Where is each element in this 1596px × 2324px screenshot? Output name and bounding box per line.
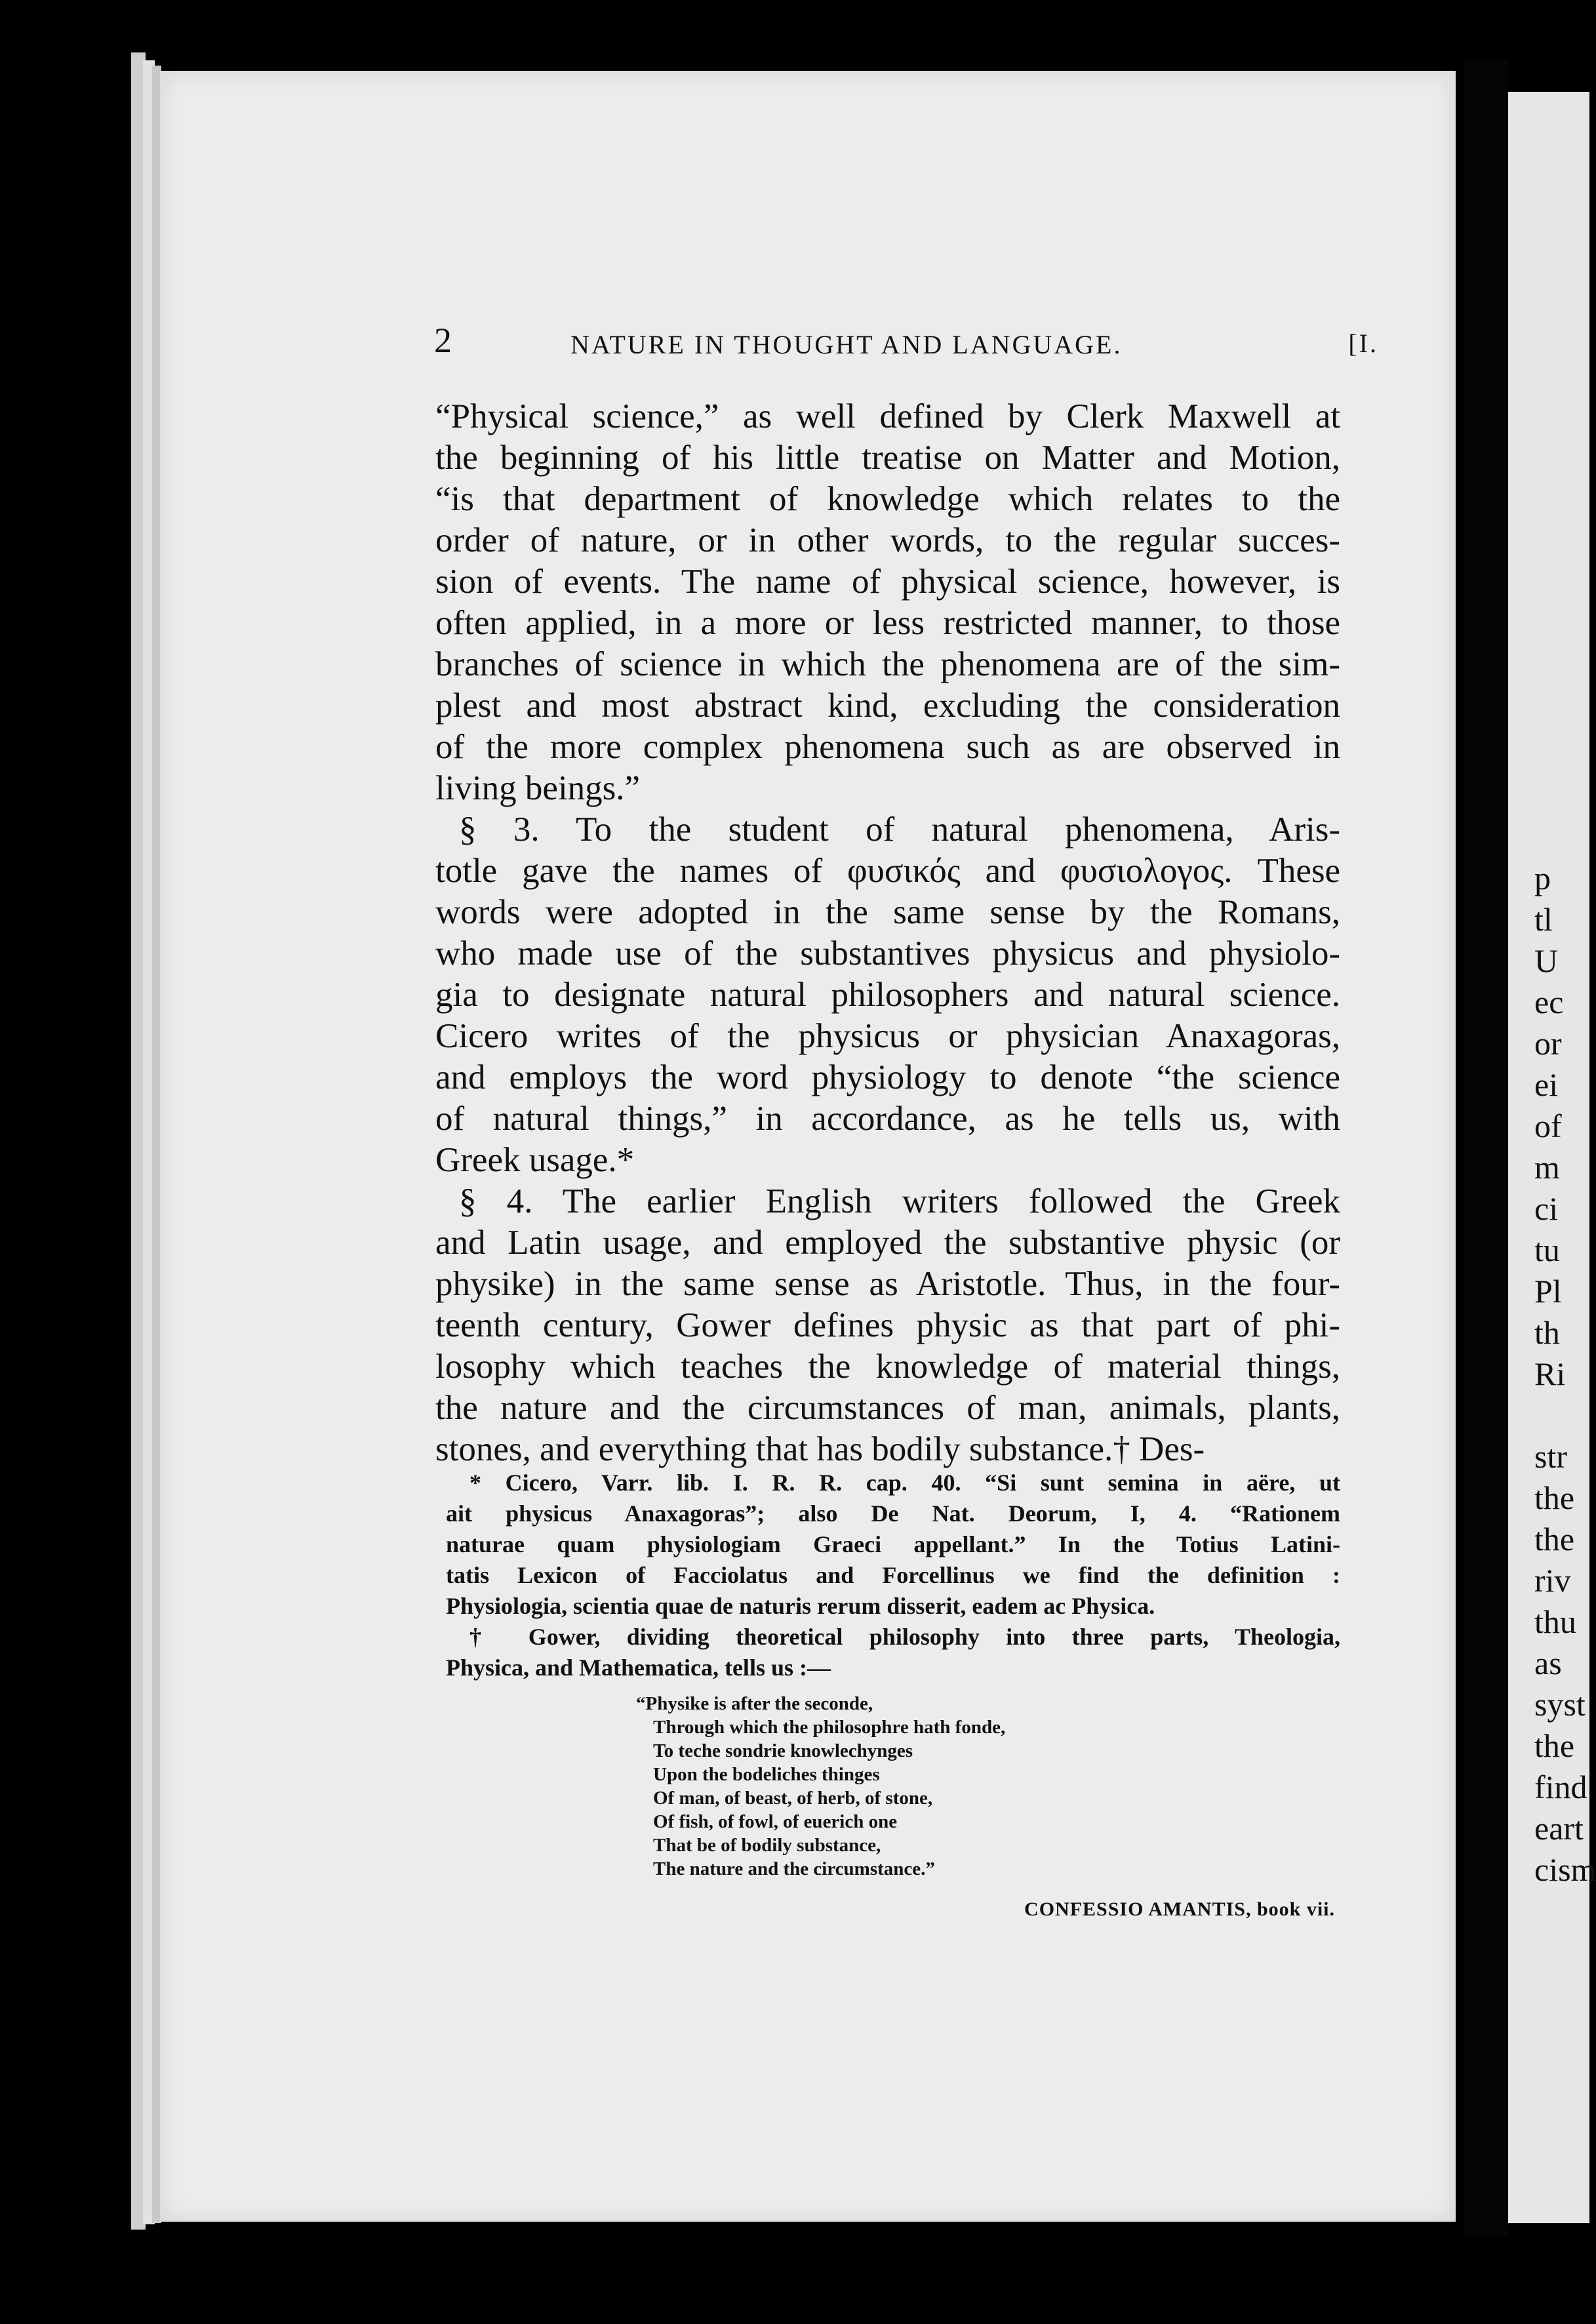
text-line: often applied, in a more or less restricted manner, to those [435,604,1340,642]
text-line: stones, and everything that has bodily substance.† Des- [435,1430,1205,1468]
text-line: “Physical science,” as well defined by Clerk Maxwell at [435,397,1340,435]
text-line: physike) in the same sense as Aristotle. Thus, in the four- [435,1265,1340,1303]
text-line: gia to designate natural philosophers and natural science. [435,976,1340,1014]
footnote-line: * Cicero, Varr. lib. I. R. R. cap. 40. “Si sunt semina in aëre, ut [469,1470,1340,1496]
verse-line: Of fish, of fowl, of euerich one [653,1811,898,1832]
adjacent-text-fragment: find [1534,1769,1587,1805]
text-line: of natural things,” in accordance, as he tells us, with [435,1100,1340,1138]
text-line: the nature and the circumstances of man, animals, plants, [435,1389,1340,1427]
footnotes [446,1468,1340,1683]
quoted-verse [636,1692,1243,1881]
text-line: and Latin usage, and employed the substantive physic (or [435,1224,1340,1262]
text-line: of the more complex phenomena such as are observed in [435,728,1340,766]
adjacent-text-fragment: p [1534,860,1551,896]
page-number: 2 [434,321,452,360]
footnote-line: Physiologia, scientia quae de naturis rerum disserit, eadem ac Physica. [446,1593,1155,1619]
text-line: living beings.” [435,769,641,807]
adjacent-text-fragment: riv [1534,1562,1571,1599]
running-header [434,320,1378,372]
adjacent-text-fragment: U [1534,942,1559,979]
footnote-line: Physica, and Mathematica, tells us :— [446,1654,831,1681]
text-line: who made use of the substantives physicus and physiolo- [435,934,1340,972]
text-line: “is that department of knowledge which relates to the [435,480,1340,518]
adjacent-text-fragment: eart [1534,1810,1584,1847]
adjacent-text-fragment: Pl [1534,1273,1562,1310]
adjacent-text-fragment: str [1534,1438,1567,1475]
text-line: order of nature, or in other words, to the regular succes- [435,521,1340,559]
adjacent-text-fragment: syst [1534,1686,1586,1723]
text-line: and employs the word physiology to denote “the science [435,1058,1340,1096]
adjacent-text-fragment: thu [1534,1603,1576,1640]
footnote-line: † Gower, dividing theoretical philosophy into three parts, Theologia, [469,1624,1340,1650]
footnote-line: tatis Lexicon of Facciolatus and Forcellinus we find the definition : [446,1562,1340,1588]
adjacent-text-fragment: the [1534,1479,1575,1516]
footnote-line: naturae quam physiologiam Graeci appellant.” In the Totius Latini- [446,1531,1340,1557]
adjacent-text-fragment: or [1534,1025,1562,1062]
adjacent-text-fragment: ci [1534,1190,1559,1227]
verse-line: That be of bodily substance, [653,1835,881,1856]
main-text [435,396,1340,1470]
adjacent-text-fragment: tu [1534,1232,1560,1268]
verse-line: Upon the bodeliches thinges [653,1764,880,1785]
adjacent-text-fragment: the [1534,1521,1575,1557]
text-line: the beginning of his little treatise on Matter and Motion, [435,439,1340,477]
verse-line: Of man, of beast, of herb, of stone, [653,1788,933,1809]
verse-line: To teche sondrie knowlechynges [653,1740,913,1761]
adjacent-text-fragment: tl [1534,901,1553,938]
text-line: plest and most abstract kind, excluding the consideration [435,687,1340,725]
adjacent-text-fragment: ei [1534,1066,1559,1103]
text-line: totle gave the names of φυσικός and φυσιολογος. These [435,852,1340,890]
text-line: § 3. To the student of natural phenomena, Aris- [459,811,1340,849]
verse-line: Through which the philosophre hath fonde, [653,1717,1006,1738]
adjacent-text-fragment: ec [1534,984,1564,1020]
text-line: words were adopted in the same sense by the Romans, [435,893,1340,931]
adjacent-text-fragment: of [1534,1108,1562,1144]
footnote-line: ait physicus Anaxagoras”; also De Nat. Deorum, I, 4. “Rationem [446,1500,1340,1527]
text-line: sion of events. The name of physical science, however, is [435,563,1340,601]
adjacent-text-fragment: m [1534,1149,1560,1186]
text-line: teenth century, Gower defines physic as that part of phi- [435,1306,1340,1344]
verse-line: The nature and the circumstance.” [653,1858,935,1879]
adjacent-text-fragment: Ri [1534,1355,1566,1392]
adjacent-text-fragment: as [1534,1645,1562,1681]
adjacent-text-fragment: cism [1534,1851,1596,1888]
running-title: NATURE IN THOUGHT AND LANGUAGE. [570,330,1123,359]
adjacent-text-fragment: the [1534,1727,1575,1764]
text-line: Greek usage.* [435,1141,635,1179]
adjacent-text-fragment: th [1534,1314,1560,1351]
text-line: branches of science in which the phenomena are of the sim- [435,645,1340,683]
verse-line: “Physike is after the seconde, [636,1693,873,1714]
text-line: losophy which teaches the knowledge of material things, [435,1348,1340,1386]
chapter-marker: [I. [1348,329,1378,358]
text-line: Cicero writes of the physicus or physician Anaxagoras, [435,1017,1340,1055]
text-line: § 4. The earlier English writers followed the Greek [459,1182,1340,1220]
verse-attribution: CONFESSIO AMANTIS, book vii. [1024,1898,1335,1920]
